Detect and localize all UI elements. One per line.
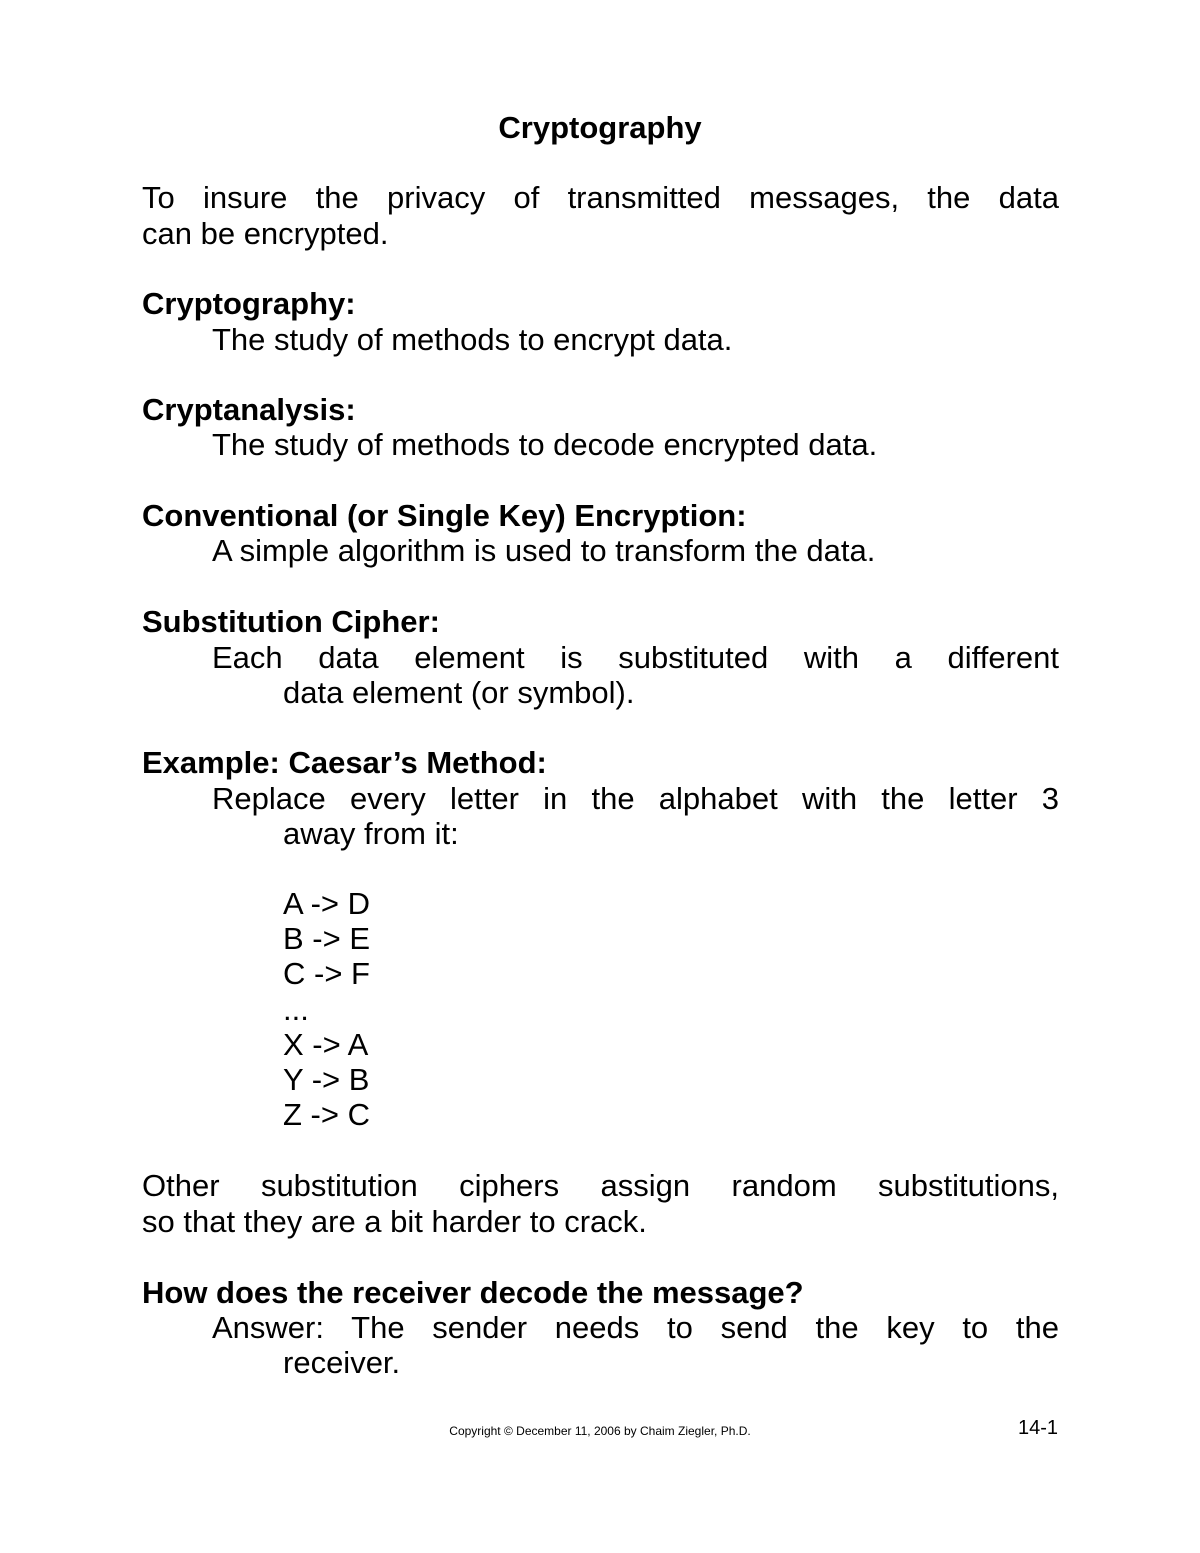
mapping-line: X -> A [283, 1027, 369, 1062]
page-number: 14-1 [1017, 1417, 1058, 1439]
mapping-line: C -> F [283, 956, 370, 991]
definition-substitution-cipher-line-2: data element (or symbol). [283, 675, 635, 710]
definition-substitution-cipher-line-1: Each data element is substituted with a different [212, 640, 1059, 675]
heading-caesar-method: Example: Caesar’s Method: [142, 745, 547, 780]
caesar-description-line-1: Replace every letter in the alphabet with the letter 3 [212, 781, 1059, 816]
mapping-line: A -> D [283, 886, 371, 921]
copyright-footer: Copyright © December 11, 2006 by Chaim Ziegler, Ph.D. [449, 1424, 751, 1438]
other-ciphers-line-1: Other substitution ciphers assign random substitutions, [142, 1168, 1059, 1203]
heading-conventional-encryption: Conventional (or Single Key) Encryption: [142, 498, 747, 533]
question-heading: How does the receiver decode the message? [142, 1275, 804, 1310]
page-title: Cryptography [498, 110, 702, 145]
other-ciphers-line-2: so that they are a bit harder to crack. [142, 1204, 647, 1239]
heading-cryptography: Cryptography: [142, 286, 356, 321]
caesar-description-line-2: away from it: [283, 816, 459, 851]
mapping-ellipsis: ... [283, 992, 309, 1027]
definition-cryptanalysis: The study of methods to decode encrypted data. [212, 427, 878, 462]
mapping-line: B -> E [283, 921, 371, 956]
heading-substitution-cipher: Substitution Cipher: [142, 604, 440, 639]
intro-line-1: To insure the privacy of transmitted messages, the data [142, 180, 1059, 215]
definition-conventional-encryption: A simple algorithm is used to transform the data. [212, 533, 876, 568]
answer-line-2: receiver. [283, 1345, 401, 1380]
answer-line-1: Answer: The sender needs to send the key to the [212, 1310, 1059, 1345]
heading-cryptanalysis: Cryptanalysis: [142, 392, 356, 427]
mapping-line: Z -> C [283, 1097, 370, 1132]
intro-line-2: can be encrypted. [142, 216, 389, 251]
definition-cryptography: The study of methods to encrypt data. [212, 322, 733, 357]
mapping-line: Y -> B [283, 1062, 370, 1097]
